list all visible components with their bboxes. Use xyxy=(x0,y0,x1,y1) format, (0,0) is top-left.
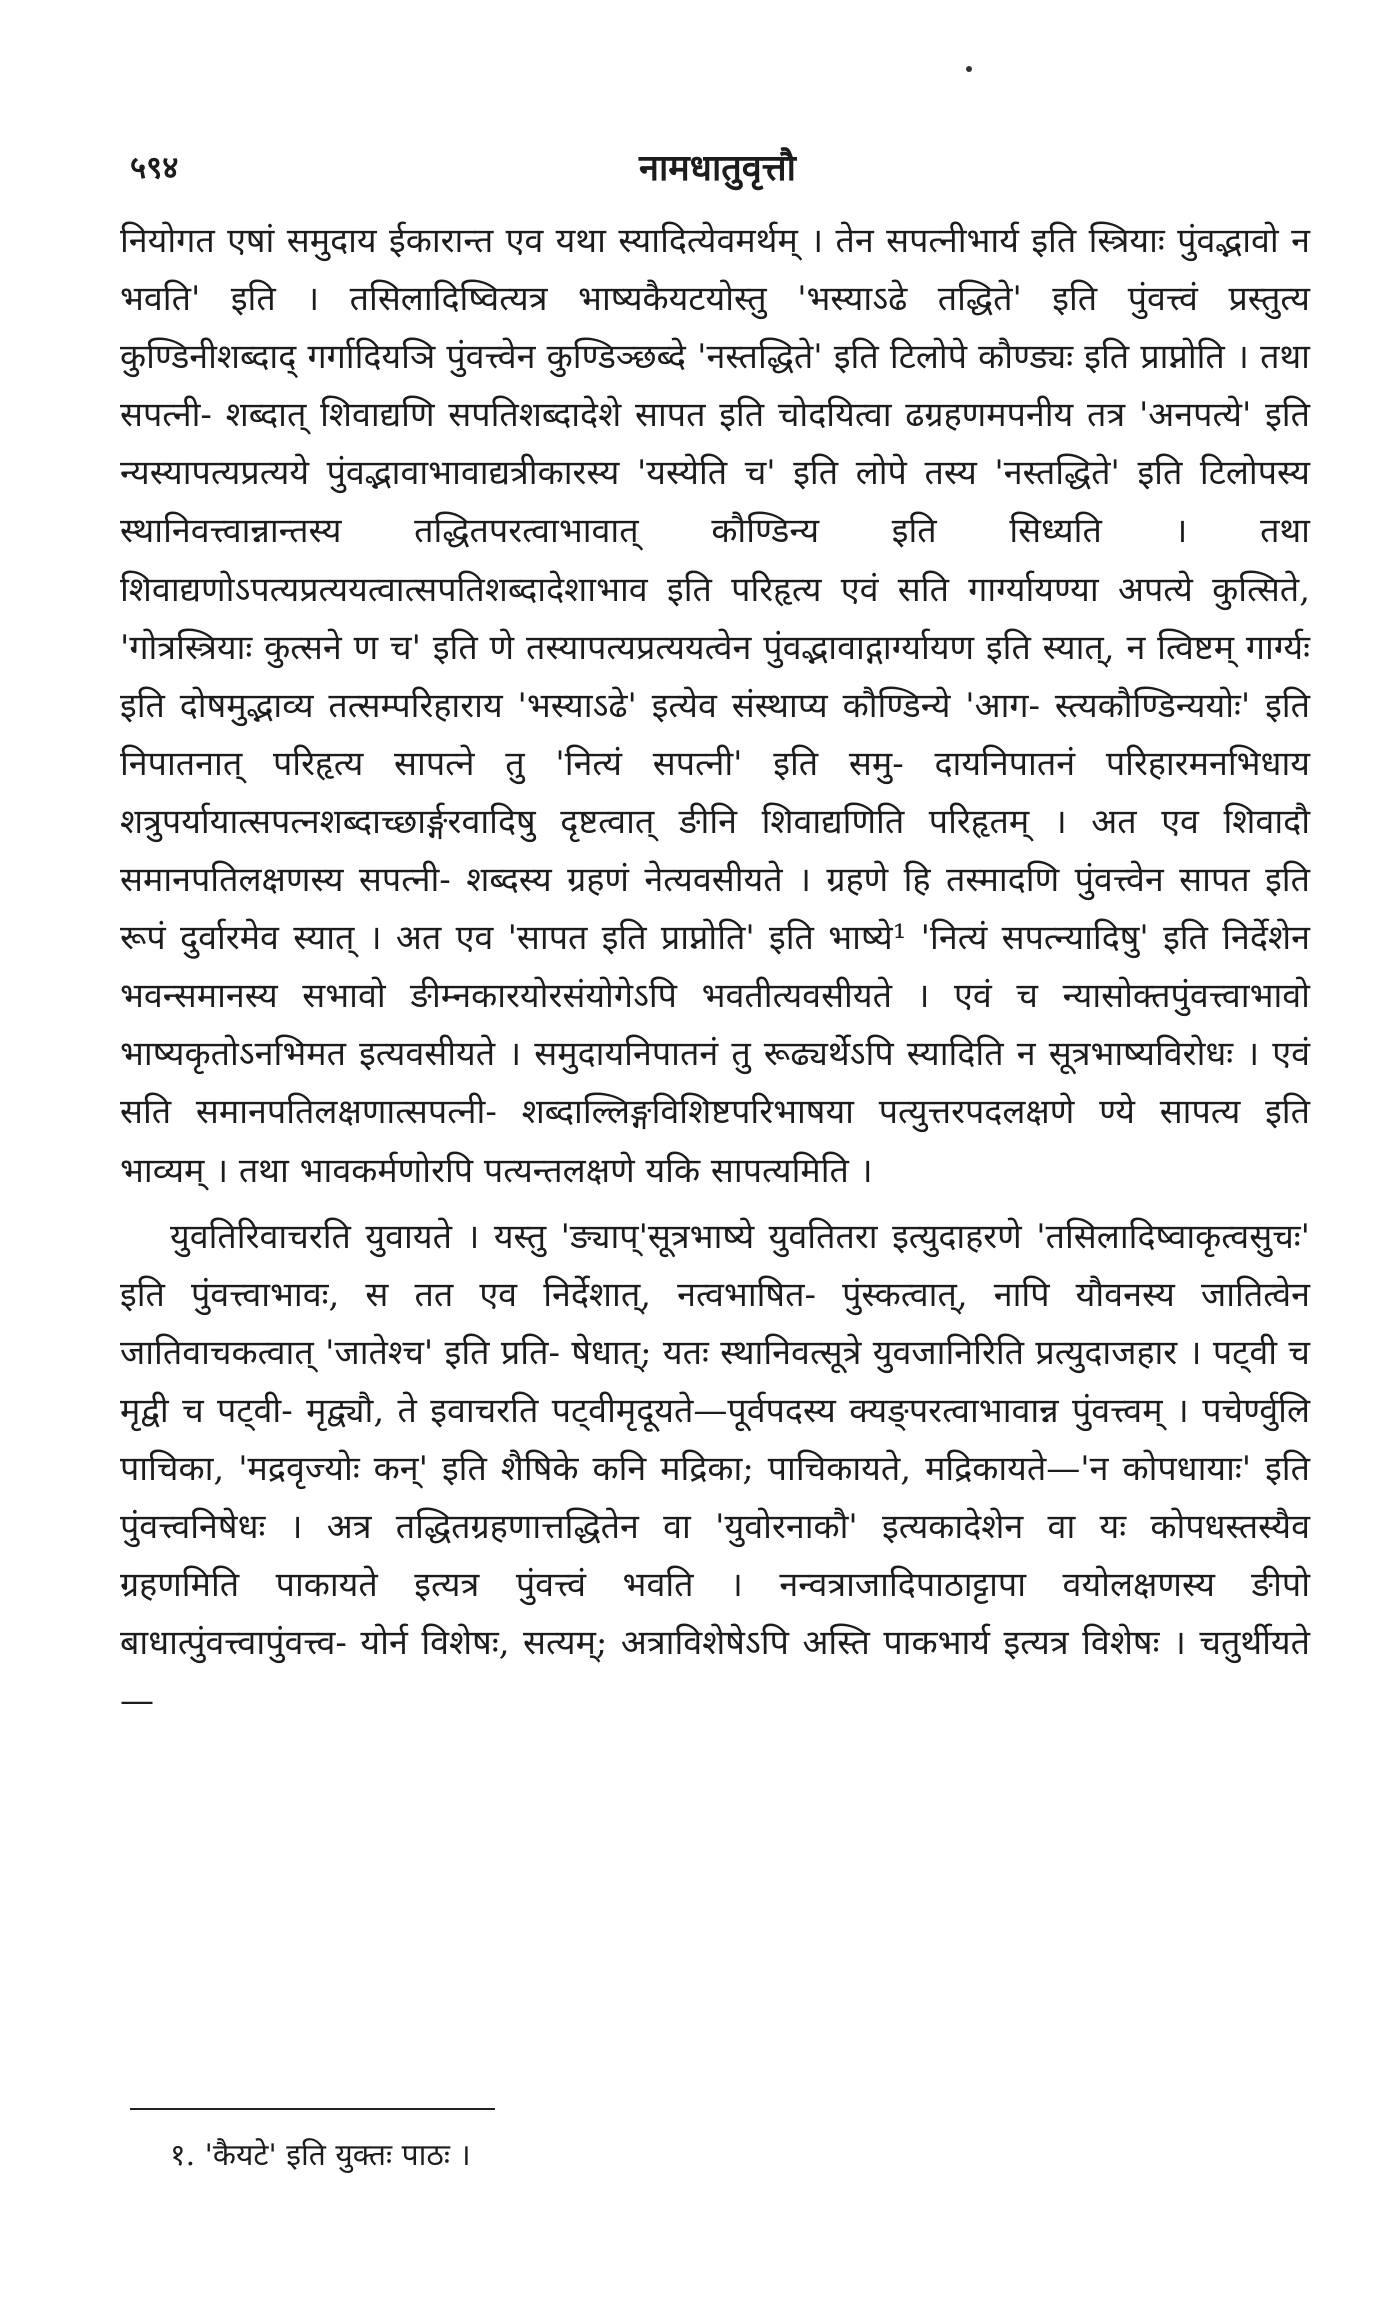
text-line: दुर्वारमेव स्यात् । अत एव 'सापत इति प्राप्नोति' इति भाष्ये¹ 'नित्यं सपत्न्यादिषु' xyxy=(180,918,1149,959)
page-number: ५९४ xyxy=(130,150,179,186)
text-line: इति परिहृत्य एवं सति गार्ग्यायण्या अपत्ये कुत्सिते, 'गोत्रस्त्रियाः कुत्सने ण च' xyxy=(120,569,1310,668)
text-line: ङीनि शिवाद्यणिति परिहृतम् । अत एव शिवादौ समानपतिलक्षणस्य सपत्नी- xyxy=(120,801,1310,901)
text-line: तस्य 'नस्तद्धिते' इति टिलोपस्य स्थानिवत्त्वान्नान्तस्य तद्धितपरत्वाभावात् xyxy=(120,453,1310,552)
print-speck xyxy=(966,66,972,72)
paragraph-1 xyxy=(120,212,1310,1200)
text-line: 'अनपत्ये' इति न्यस्यापत्यप्रत्यये पुंवद्भावाभावाद्यत्रीकारस्य 'यस्येति च' इति लोपे xyxy=(120,395,1310,494)
text-line: कुण्डिञ्छब्दे 'नस्तद्धिते' इति टिलोपे कौण्ड्यः इति प्राप्नोति । तथा सपत्नी- xyxy=(120,337,1310,436)
running-title: नामधातुवृत्तौ xyxy=(638,147,797,189)
text-line: 'भस्याऽढे तद्धिते' इति पुंवत्त्वं प्रस्तुत्य कुण्डिनीशब्दाद् गर्गादियञि पुंवत्त्वेन xyxy=(120,279,1310,378)
text-line: कौण्डिन्य इति सिध्यति । तथा शिवाद्यणोऽपत्यप्रत्ययत्वात्सपतिशब्दादेशाभाव xyxy=(120,511,1310,610)
text-line: 'तसिलादिष्वाकृत्वसुचः' इति पुंवत्त्वाभावः, स तत एव निर्देशात्, नत्वभाषित- xyxy=(120,1216,1310,1315)
text-line: शब्दात् शिवाद्यणि सपतिशब्दादेशे सापत इति चोदयित्वा ढग्रहणमपनीय तत्र xyxy=(225,395,1126,436)
text-line: च न्यासोक्तपुंवत्त्वाभावो भाष्यकृतोऽनभिमत इत्यवसीयते । समुदायनिपातनं तु xyxy=(120,976,1310,1075)
text-line: योर्न विशेषः, सत्यम्; अत्राविशेषेऽपि अस्ति पाकभार्य इत्यत्र विशेषः । चतुर्थीयते— xyxy=(120,1623,1310,1722)
text-line: इति स्त्रियाः पुंवद्भावो न भवति' इति । तसिलादिष्वित्यत्र भाष्यकैयटयोस्तु xyxy=(120,221,1310,320)
text-line: मद्रिकायते—'न कोपधायाः' इति पुंवत्त्वनिषेधः । अत्र तद्धितग्रहणात्तद्धितेन वा xyxy=(120,1448,1310,1548)
text-line: मृद्व्यौ, ते इवाचरति पट्वीमृदूयते—पूर्वपदस्य क्यङ्परत्वाभावान्न पुंवत्त्वम् । xyxy=(306,1390,1189,1431)
text-line: भावकर्मणोरपि पत्यन्तलक्षणे यकि सापत्यमिति । xyxy=(299,1150,873,1191)
footnote: १. 'कैयटे' इति युक्तः पाठः । xyxy=(170,2138,471,2173)
text-line: स्त्यकौण्डिन्ययोः' इति निपातनात् परिहृत्य सापत्ने तु 'नित्यं सपत्नी' इति समु- xyxy=(120,685,1310,784)
text-line: नियोगत एषां समुदाय ईकारान्त एव यथा स्यादित्येवमर्थम् । तेन सपत्नीभार्य xyxy=(120,221,1019,261)
body-text xyxy=(120,212,1310,1730)
text-line: 'युवोरनाकौ' इत्यकादेशेन वा यः कोपधस्तस्यैव ग्रहणमिति पाकायते इत्यत्र xyxy=(120,1507,1310,1606)
text-line: रूढ्यर्थेऽपि स्यादिति न सूत्रभाष्यविरोधः । एवं सति समानपतिलक्षणात्सपत्नी- xyxy=(120,1034,1310,1133)
page-header xyxy=(130,140,1305,200)
text-line: पुंस्कत्वात्, नापि यौवनस्य जातित्वेन जातिवाचकत्वात् 'जातेश्च' इति प्रति- xyxy=(120,1274,1310,1373)
text-line: युवतिरिवाचरति युवायते । यस्तु 'ङ्याप्'सूत्रभाष्ये युवतितरा इत्युदाहरणे xyxy=(170,1216,1022,1257)
paragraph-2 xyxy=(120,1208,1310,1731)
footnote-divider xyxy=(130,2108,495,2110)
text-line: षेधात्; यतः स्थानिवत्सूत्रे युवजानिरिति प्रत्युदाजहार । पट्वी च मृद्वी च पट्वी- xyxy=(120,1332,1311,1431)
text-line: पचेर्ण्वुलि पाचिका, 'मद्रवृज्योः कन्' इति शैषिके कनि मद्रिका; पाचिकायते, xyxy=(120,1390,1311,1489)
text-line: इति निर्देशेन भवन्समानस्य सभावो ङीम्नकारयोरसंयोगेऽपि भवतीत्यवसीयते । एवं xyxy=(120,918,1310,1017)
text-line: दायनिपातनं परिहारमनभिधाय शत्रुपर्यायात्सपत्नशब्दाच्छार्ङ्गरवादिषु दृष्टत्वात् xyxy=(120,743,1310,842)
text-line: शब्दाल्लिङ्गविशिष्टपरिभाषया पत्युत्तरपदलक्षणे ण्ये सापत्य इति भाव्यम् । तथा xyxy=(120,1092,1310,1191)
text-line: इति दोषमुद्भाव्य तत्सम्परिहाराय 'भस्याऽढे' इत्येव संस्थाप्य कौण्डिन्ये 'आग- xyxy=(120,685,1041,726)
text-line: पुंवत्त्वं भवति । नन्वत्राजादिपाठाट्टापा वयोलक्षणस्य ङीपो बाधात्पुंवत्त्वापुंवत्त्व- xyxy=(120,1565,1311,1664)
text-line: शब्दस्य ग्रहणं नेत्यवसीयते । ग्रहणे हि तस्मादणि पुंवत्त्वेन सापत इति रूपं xyxy=(120,860,1310,959)
text-line: इति णे तस्यापत्यप्रत्ययत्वेन पुंवद्भावाद्गार्ग्यायण इति स्यात्, न त्विष्टम् गार्ग्यः xyxy=(432,627,1310,668)
